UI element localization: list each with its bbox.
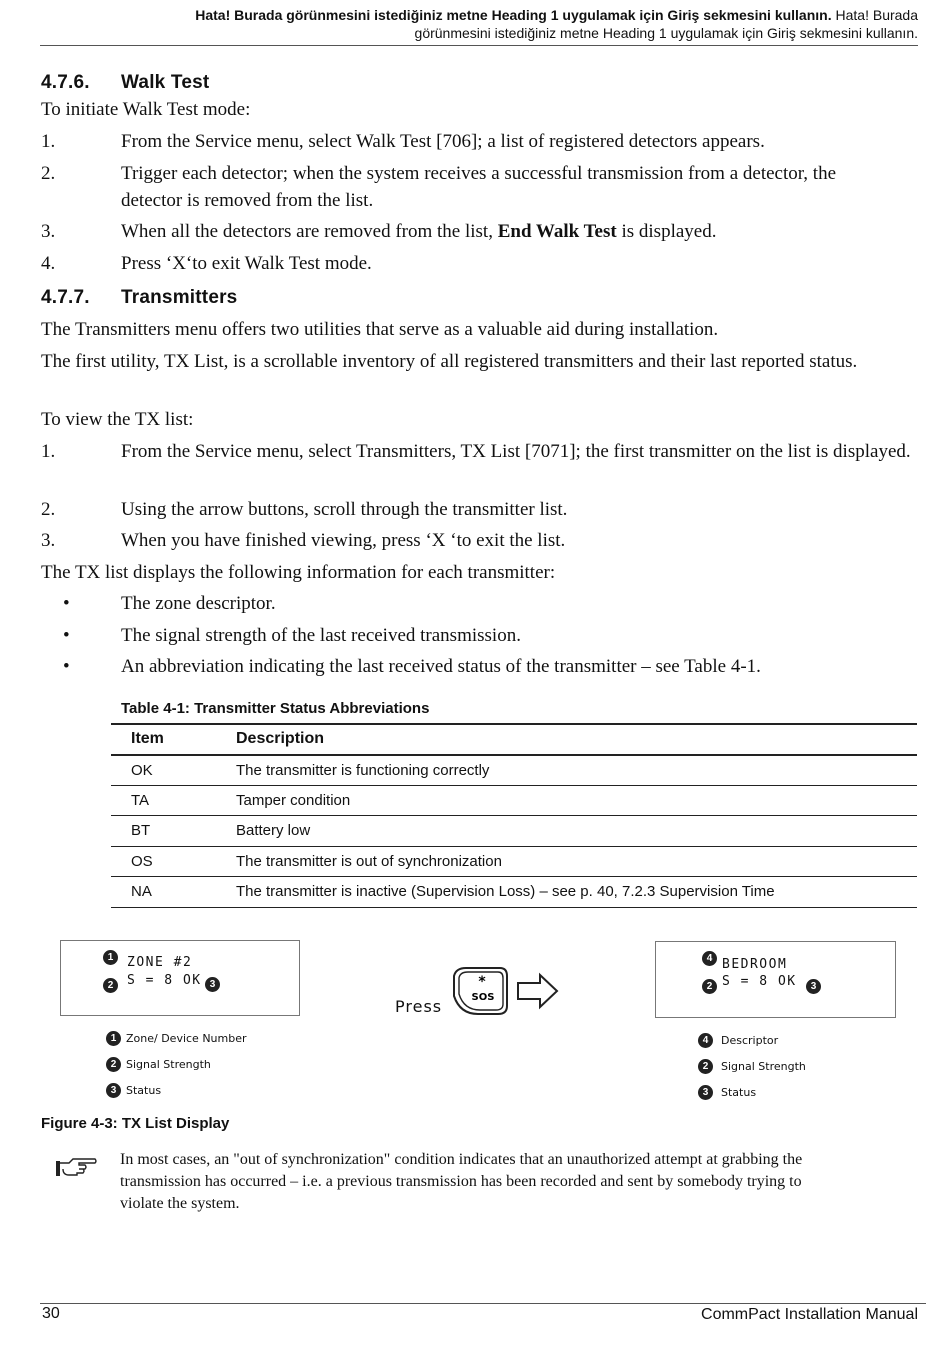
cell-description: Tamper condition bbox=[236, 785, 917, 816]
bullet-text: The zone descriptor. bbox=[121, 593, 276, 614]
legend-label: Signal Strength bbox=[721, 1060, 806, 1073]
list-item bbox=[41, 438, 921, 465]
table-caption: Table 4-1: Transmitter Status Abbreviations bbox=[121, 700, 430, 717]
bullet-item bbox=[41, 653, 921, 680]
legend-label: Zone/ Device Number bbox=[126, 1032, 247, 1045]
list-item bbox=[41, 128, 921, 155]
arrow-right-icon bbox=[518, 975, 557, 1007]
marker-2: 2 bbox=[702, 979, 717, 994]
section-number: 4.7.6. bbox=[41, 72, 90, 93]
list-number: 2. bbox=[41, 163, 56, 184]
lcd-line-2: S = 8 OK bbox=[722, 974, 797, 989]
header-error-bold: Hata! Burada görünmesini istediğiniz metne Heading 1 uygulamak için Giriş sekmesini kullanın. bbox=[195, 7, 832, 23]
list-text: Press ‘X‘to exit Walk Test mode. bbox=[121, 253, 372, 274]
cell-item: BT bbox=[111, 816, 236, 847]
list-text: From the Service menu, select Transmitters, TX List [7071]; the first transmitter on the list is displayed. bbox=[121, 441, 911, 462]
marker-4: 4 bbox=[698, 1033, 713, 1048]
list-item bbox=[41, 496, 921, 523]
cell-description: Battery low bbox=[236, 816, 917, 847]
marker-4: 4 bbox=[702, 951, 717, 966]
key-symbol: * bbox=[478, 974, 486, 990]
header-error-line2: görünmesini istediğiniz metne Heading 1 uygulamak için Giriş sekmesini kullanın. bbox=[414, 25, 918, 41]
bullet-item bbox=[41, 590, 921, 617]
list-number: 4. bbox=[41, 253, 56, 274]
marker-3: 3 bbox=[698, 1085, 713, 1100]
section-number: 4.7.7. bbox=[41, 287, 90, 308]
lcd-display-left bbox=[60, 940, 300, 1016]
status-abbreviations-table bbox=[111, 723, 917, 908]
sos-key-icon bbox=[450, 966, 562, 1016]
list-number: 3. bbox=[41, 530, 56, 551]
list-item bbox=[41, 218, 921, 245]
marker-2: 2 bbox=[698, 1059, 713, 1074]
key-label: SOS bbox=[471, 992, 495, 1003]
list-text: When you have finished viewing, press ‘X ‘to exit the list. bbox=[121, 530, 566, 551]
walk-test-intro: To initiate Walk Test mode: bbox=[41, 99, 251, 120]
lcd-line-2: S = 8 OK bbox=[127, 973, 202, 988]
column-header-item: Item bbox=[111, 724, 236, 755]
legend-label: Status bbox=[126, 1084, 162, 1097]
cell-description: The transmitter is out of synchronization bbox=[236, 846, 917, 877]
list-number: 2. bbox=[41, 499, 56, 520]
legend-label: Signal Strength bbox=[126, 1058, 211, 1071]
cell-item: NA bbox=[111, 877, 236, 908]
figure-caption: Figure 4-3: TX List Display bbox=[41, 1115, 230, 1132]
list-text bbox=[41, 218, 921, 245]
lcd-line-1: ZONE #2 bbox=[127, 955, 193, 970]
cell-item: TA bbox=[111, 785, 236, 816]
lcd-display-right bbox=[655, 941, 896, 1018]
column-header-description: Description bbox=[236, 724, 917, 755]
text-run: is displayed. bbox=[616, 221, 717, 242]
list-number: 3. bbox=[41, 221, 56, 242]
marker-1: 1 bbox=[103, 950, 118, 965]
list-number: 1. bbox=[41, 441, 56, 462]
table-row bbox=[111, 816, 917, 847]
text-run: When all the detectors are removed from the list, bbox=[121, 221, 498, 242]
page-footer bbox=[40, 1303, 926, 1323]
legend-label: Status bbox=[721, 1086, 757, 1099]
list-text: From the Service menu, select Walk Test [706]; a list of registered detectors appears. bbox=[121, 131, 765, 152]
bullet-text: An abbreviation indicating the last received status of the transmitter – see Table 4-1. bbox=[121, 656, 761, 677]
cell-description: The transmitter is inactive (Supervision Loss) – see p. 40, 7.2.3 Supervision Time bbox=[236, 877, 917, 908]
bullet-text: The signal strength of the last received transmission. bbox=[121, 625, 521, 646]
section-heading-walk-test bbox=[41, 72, 209, 94]
section-title: Walk Test bbox=[121, 72, 210, 93]
bullet-dot: • bbox=[63, 656, 70, 677]
note-text: In most cases, an "out of synchronization" condition indicates that an unauthorized attempt at grabbing the transmission has occurred – i.e. a previous transmission has been recorded and sent by somebody trying to violate the system. bbox=[120, 1151, 803, 1212]
marker-2: 2 bbox=[103, 978, 118, 993]
section-title: Transmitters bbox=[121, 287, 238, 308]
table-row bbox=[111, 877, 917, 908]
header-error-regular: Hata! Burada bbox=[831, 7, 918, 23]
paragraph: The TX list displays the following information for each transmitter: bbox=[41, 562, 556, 583]
paragraph: To view the TX list: bbox=[41, 409, 194, 430]
bullet-dot: • bbox=[63, 593, 70, 614]
table-row bbox=[111, 755, 917, 786]
lcd-line-1: BEDROOM bbox=[722, 957, 788, 972]
cell-description: The transmitter is functioning correctly bbox=[236, 755, 917, 786]
paragraph: The Transmitters menu offers two utilities that serve as a valuable aid during installation. bbox=[41, 319, 719, 340]
press-label: Press bbox=[395, 997, 443, 1016]
manual-title: CommPact Installation Manual bbox=[701, 1306, 918, 1323]
legend-label: Descriptor bbox=[721, 1034, 779, 1047]
cell-item: OS bbox=[111, 846, 236, 877]
list-item bbox=[41, 160, 921, 214]
pointing-hand-icon bbox=[55, 1155, 99, 1179]
list-item bbox=[41, 250, 921, 277]
list-number: 1. bbox=[41, 131, 56, 152]
marker-3: 3 bbox=[806, 979, 821, 994]
bullet-item bbox=[41, 622, 921, 649]
list-text: Using the arrow buttons, scroll through the transmitter list. bbox=[121, 499, 568, 520]
table-row bbox=[111, 846, 917, 877]
running-header bbox=[40, 6, 918, 46]
section-heading-transmitters bbox=[41, 287, 237, 309]
table-header-row bbox=[111, 724, 917, 755]
table-row bbox=[111, 785, 917, 816]
end-walk-test-label: End Walk Test bbox=[497, 221, 617, 242]
marker-1: 1 bbox=[106, 1031, 121, 1046]
list-item bbox=[41, 527, 921, 554]
paragraph: The first utility, TX List, is a scrollable inventory of all registered transmitters and their last reported status. bbox=[41, 351, 858, 372]
page-number: 30 bbox=[42, 1305, 60, 1322]
marker-3: 3 bbox=[106, 1083, 121, 1098]
marker-3: 3 bbox=[205, 977, 220, 992]
cell-item: OK bbox=[111, 755, 236, 786]
marker-2: 2 bbox=[106, 1057, 121, 1072]
bullet-dot: • bbox=[63, 625, 70, 646]
list-text: Trigger each detector; when the system receives a successful transmission from a detector, the detector is removed from the list. bbox=[121, 163, 837, 211]
